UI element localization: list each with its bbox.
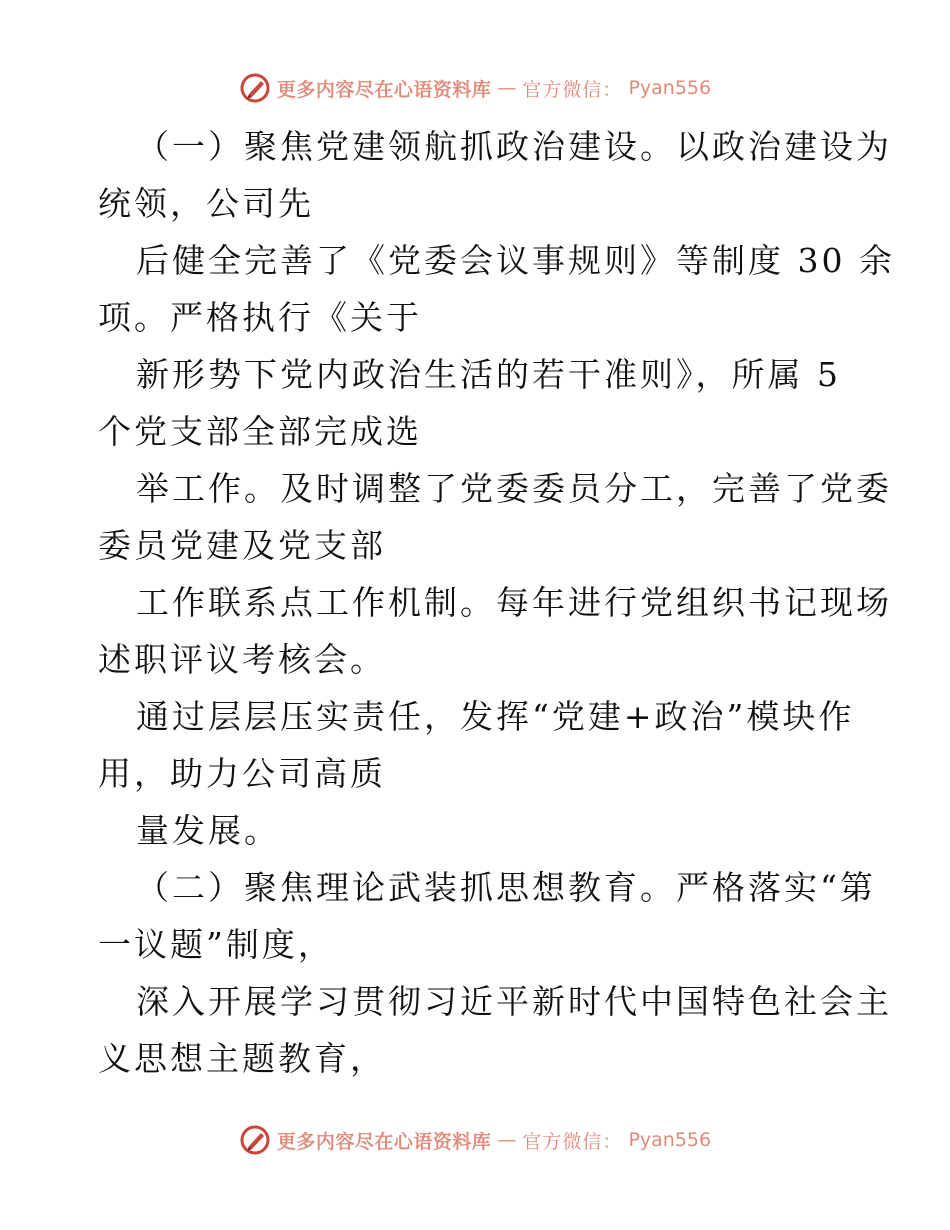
banner-account-id: Pyan556 [628,1129,712,1151]
pen-logo-icon [239,1124,271,1156]
document-line: 用，助力公司高质 [98,754,386,793]
document-line: （二）聚焦理论武装抓思想教育。严格落实“第 [136,868,876,907]
banner-dash: — [497,1129,517,1151]
header-watermark-banner [0,72,950,104]
document-line: 举工作。及时调整了党委委员分工，完善了党委 [136,469,892,508]
banner-dash: — [497,77,517,99]
pen-logo-icon [239,72,271,104]
document-line: 工作联系点工作机制。每年进行党组织书记现场 [136,583,892,622]
document-line: 量发展。 [136,811,280,850]
document-line: 义思想主题教育， [98,1039,386,1078]
document-line: 个党支部全部完成选 [98,412,422,451]
banner-main-text: 更多内容尽在心语资料库 [276,78,492,101]
banner-official-label: 官方微信： [522,78,623,101]
banner-main-text: 更多内容尽在心语资料库 [276,1130,492,1153]
document-line: 通过层层压实责任，发挥“党建+政治”模块作 [136,697,855,736]
footer-watermark-banner [0,1124,950,1156]
banner-account-id: Pyan556 [628,77,712,99]
document-line: 述职评议考核会。 [98,640,386,679]
banner-official-label: 官方微信： [522,1130,623,1153]
document-body [98,118,895,1087]
document-line: 委员党建及党支部 [98,526,386,565]
document-line: （一）聚焦党建领航抓政治建设。以政治建设为 [136,127,892,166]
document-line: 统领，公司先 [98,184,314,223]
document-line: 后健全完善了《党委会议事规则》等制度 30 余 [136,241,895,280]
document-line: 一议题”制度， [98,925,334,964]
document-line: 新形势下党内政治生活的若干准则》，所属 5 [136,355,841,394]
document-line: 项。严格执行《关于 [98,298,422,337]
document-line: 深入开展学习贯彻习近平新时代中国特色社会主 [136,982,892,1021]
